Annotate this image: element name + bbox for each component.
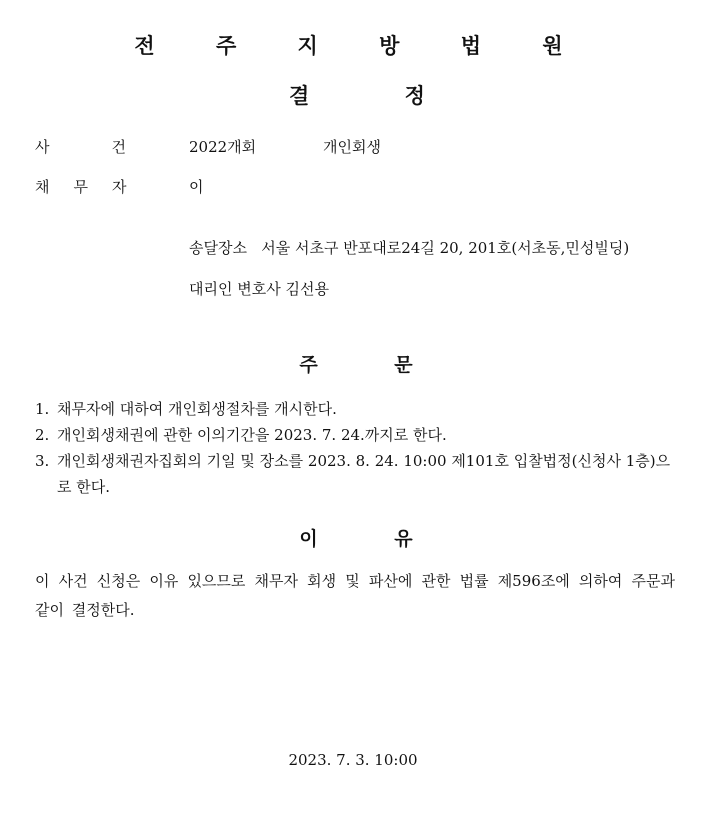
decision-date: 2023. 7. 3. 10:00	[288, 751, 418, 769]
order-item-text: 채무자에 대하여 개인회생절차를 개시한다.	[57, 400, 337, 418]
reason-text: 이 사건 신청은 이유 있으므로 채무자 회생 및 파산에 관한 법률 제596조에 의하여 주문과 같이 결정한다.	[35, 572, 675, 619]
attorney: 대리인 변호사 김선용	[189, 280, 329, 298]
order-item	[35, 422, 675, 448]
service-address-value: 서울 서초구 반포대로24길 20, 201호(서초동,민성빌딩)	[261, 239, 630, 257]
order-item	[35, 448, 675, 500]
court-name: 전 주 지 방 법 원	[134, 34, 590, 58]
order-item-number: 3.	[35, 452, 50, 470]
document-type: 결 정	[289, 84, 425, 108]
order-item-number: 1.	[35, 400, 50, 418]
order-item-text: 개인회생채권자집회의 기일 및 장소를 2023. 8. 24. 10:00 제101호 입찰법정(신청사 1층)으로 한다.	[57, 452, 671, 496]
reason-title: 이 유	[299, 528, 413, 550]
service-address-label: 송달장소	[189, 239, 247, 257]
order-title: 주 문	[299, 354, 413, 376]
order-item-text: 개인회생채권에 관한 이의기간을 2023. 7. 24.까지로 한다.	[57, 426, 447, 444]
order-item	[35, 396, 675, 422]
case-type: 개인회생	[323, 138, 381, 156]
service-address	[189, 238, 675, 258]
order-list	[35, 396, 675, 500]
debtor-name: 이	[189, 178, 204, 196]
debtor-label: 채무자	[35, 178, 151, 196]
order-item-number: 2.	[35, 426, 50, 444]
case-label: 사건	[35, 138, 188, 156]
case-number: 2022개회	[189, 138, 257, 156]
